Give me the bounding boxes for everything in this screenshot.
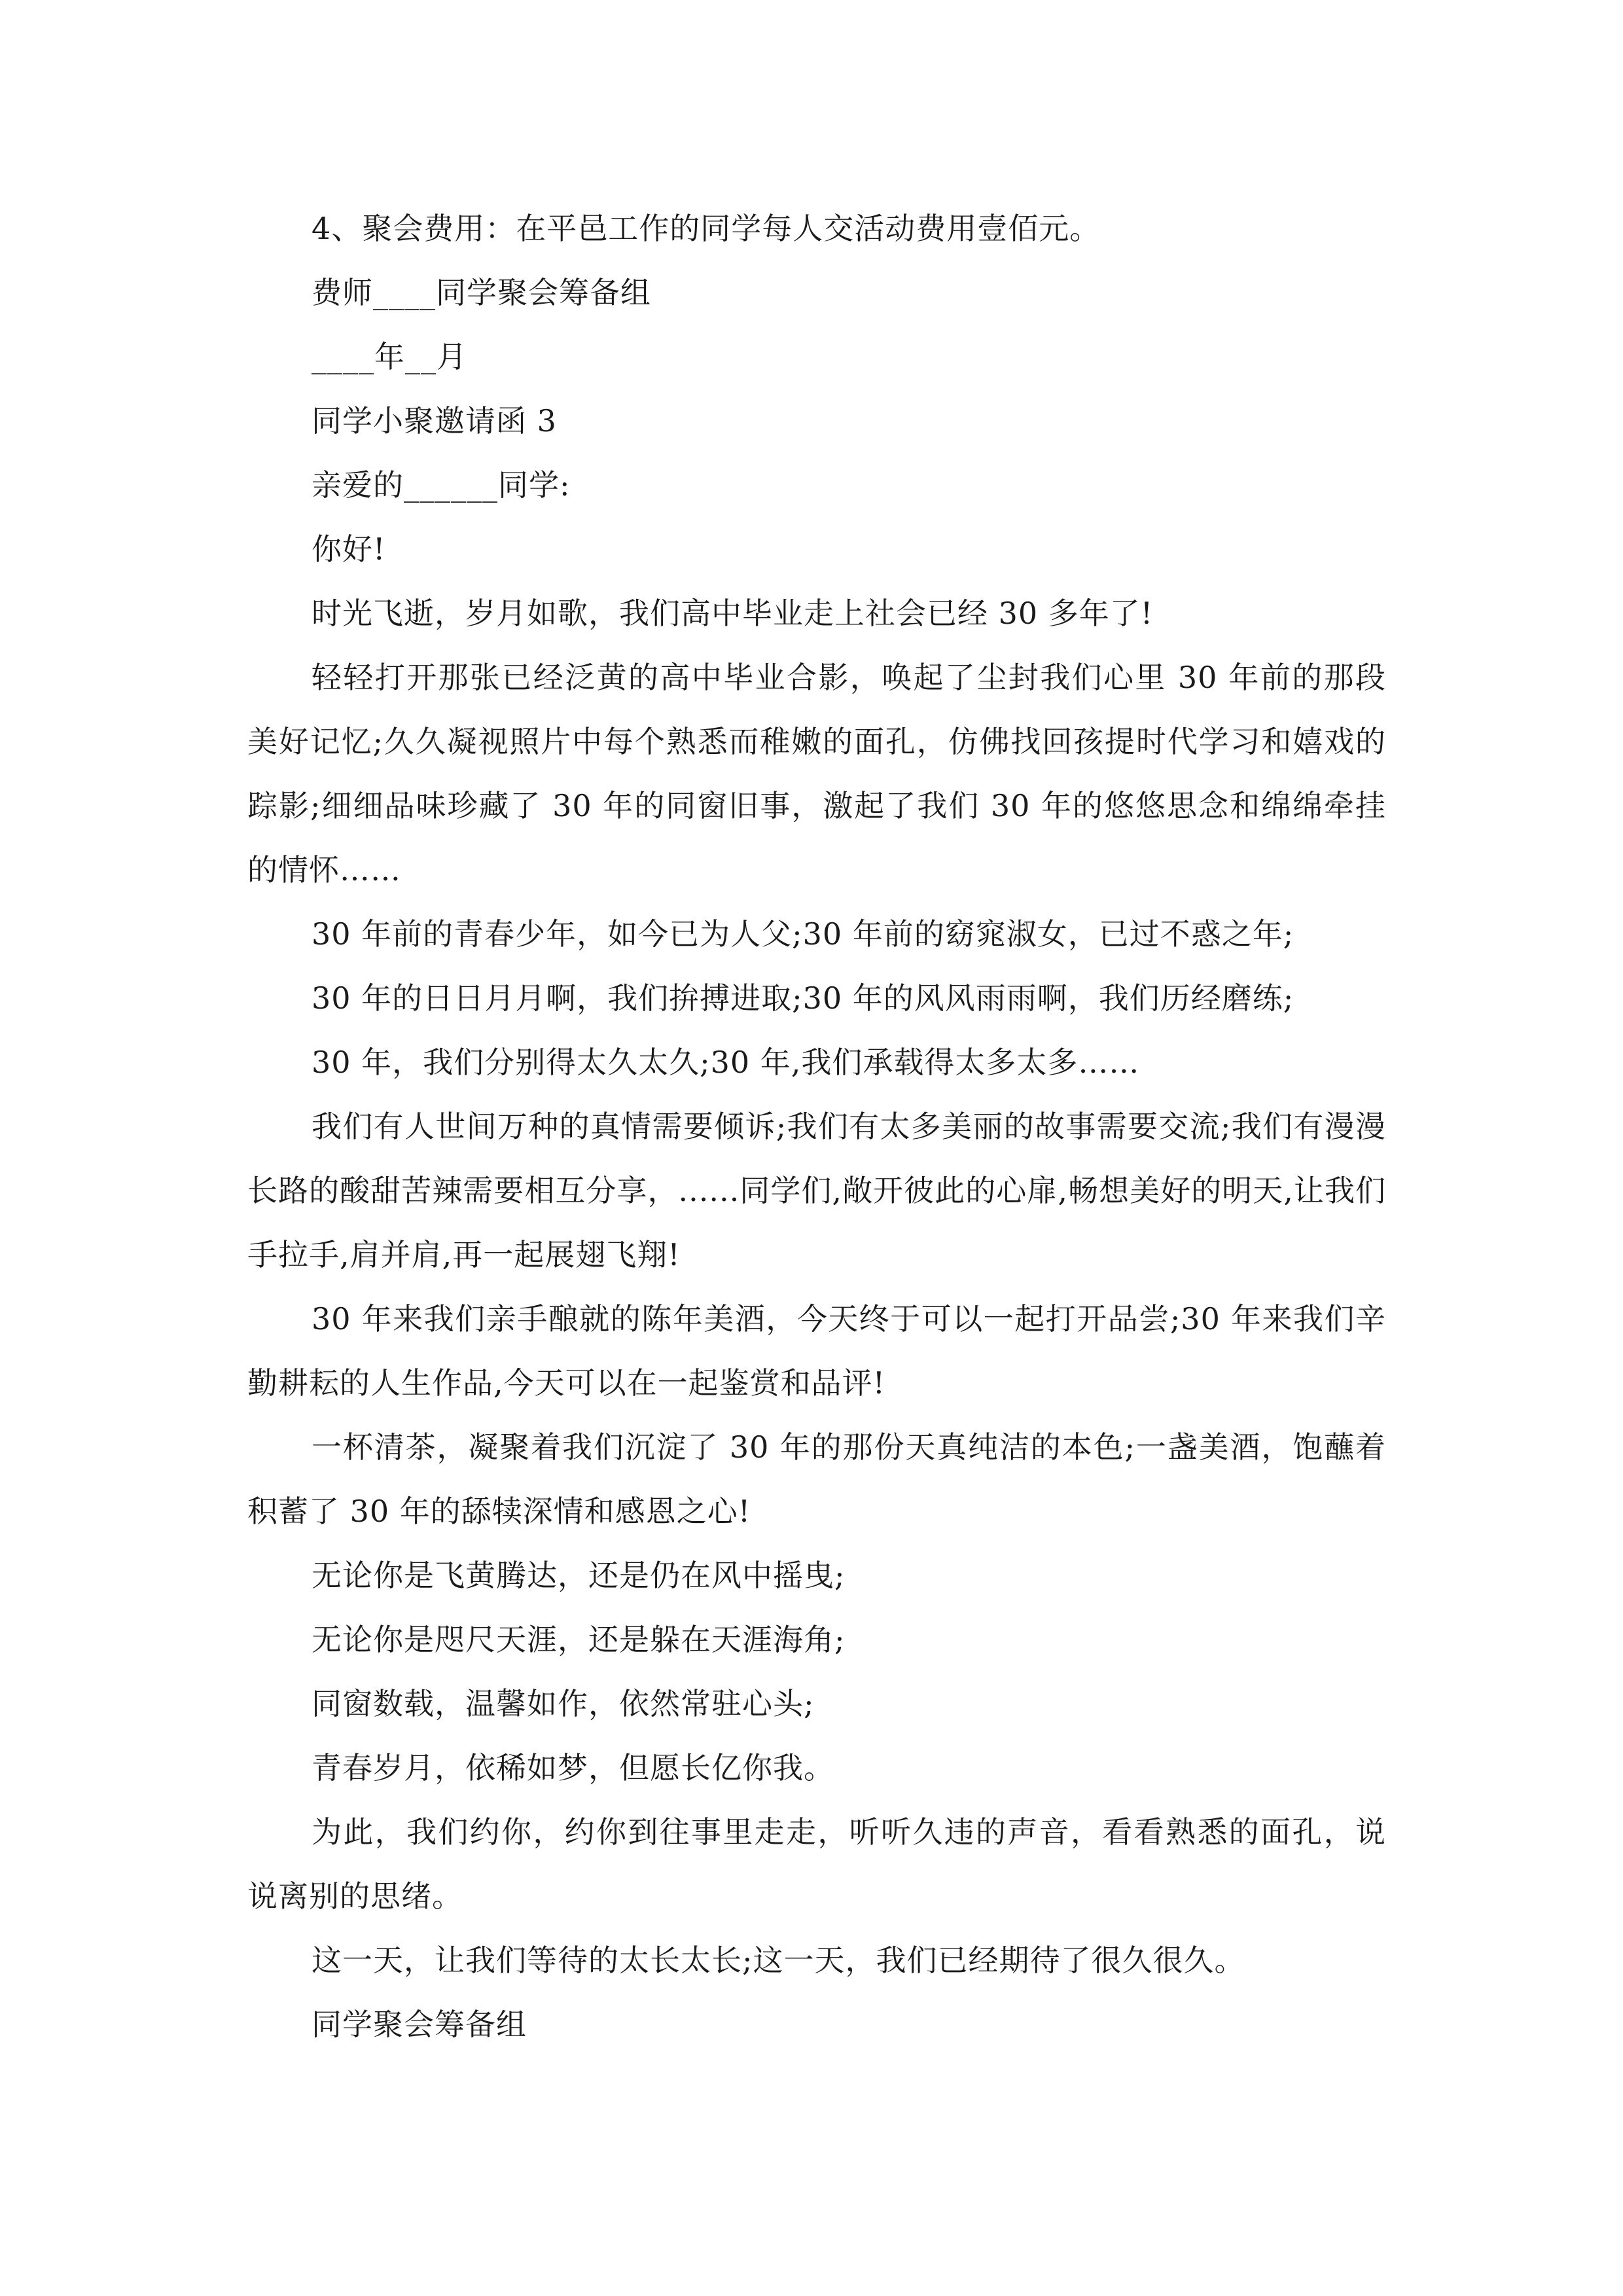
greeting: 你好!	[312, 531, 386, 567]
date-line: ____年__月	[312, 339, 467, 374]
paragraph: 一杯清茶，凝聚着我们沉淀了 30 年的那份天真纯洁的本色;一盏美酒，饱蘸着积蓄了 30 年的舔犊深情和感恩之心!	[247, 1429, 1386, 1529]
paragraph: 30 年前的青春少年，如今已为人父;30 年前的窈窕淑女，已过不惑之年;	[312, 916, 1294, 952]
paragraph: 30 年，我们分别得太久太久;30 年,我们承载得太多太多……	[312, 1045, 1140, 1080]
paragraph: 30 年来我们亲手酿就的陈年美酒，今天终于可以一起打开品尝;30 年来我们辛勤耕耘的人生作品,今天可以在一起鉴赏和品评!	[247, 1301, 1386, 1401]
paragraph: 轻轻打开那张已经泛黄的高中毕业合影，唤起了尘封我们心里 30 年前的那段美好记忆;久久凝视照片中每个熟悉而稚嫩的面孔，仿佛找回孩提时代学习和嬉戏的踪影;细细品味珍藏了 30 年的同窗旧事，激起了我们 30 年的悠悠思念和绵绵牵挂的情怀……	[247, 660, 1386, 888]
document-body	[247, 196, 1386, 2056]
section-title: 同学小聚邀请函 3	[312, 403, 557, 439]
signature-line: 同学聚会筹备组	[312, 2007, 527, 2042]
verse-line: 同窗数载，温馨如作，依然常驻心头;	[312, 1686, 815, 1721]
verse-line: 无论你是飞黄腾达，还是仍在风中摇曳;	[312, 1558, 846, 1593]
salutation: 亲爱的______同学:	[312, 467, 571, 503]
verse-line: 无论你是咫尺天涯，还是躲在天涯海角;	[312, 1622, 846, 1657]
paragraph: 时光飞逝，岁月如歌，我们高中毕业走上社会已经 30 多年了!	[312, 596, 1154, 631]
paragraph: 30 年的日日月月啊，我们拚搏进取;30 年的风风雨雨啊，我们历经磨练;	[312, 980, 1294, 1016]
verse-line: 青春岁月，依稀如梦，但愿长亿你我。	[312, 1750, 834, 1785]
paragraph: 这一天，让我们等待的太长太长;这一天，我们已经期待了很久很久。	[312, 1943, 1245, 1978]
paragraph: 为此，我们约你，约你到往事里走走，听听久违的声音，看看熟悉的面孔，说说离别的思绪。	[247, 1814, 1386, 1914]
fee-item: 4、聚会费用：在平邑工作的同学每人交活动费用壹佰元。	[312, 211, 1101, 246]
paragraph: 我们有人世间万种的真情需要倾诉;我们有太多美丽的故事需要交流;我们有漫漫长路的酸甜苦辣需要相互分享，......同学们,敞开彼此的心扉,畅想美好的明天,让我们手拉手,肩并肩,再一起展翅飞翔!	[247, 1109, 1386, 1272]
organizer-line: 费师____同学聚会筹备组	[312, 275, 651, 310]
